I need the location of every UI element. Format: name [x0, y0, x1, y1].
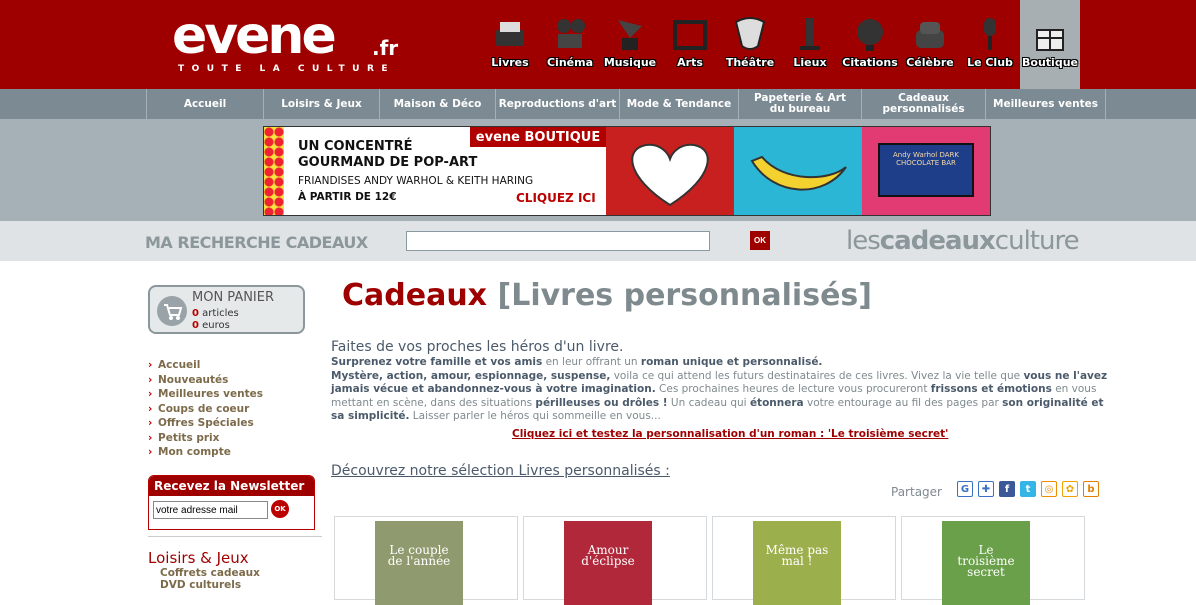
- book-title: Le troisième secret: [957, 543, 1015, 579]
- twitter-icon[interactable]: t: [1020, 481, 1036, 497]
- book-title: Même pas mal !: [765, 543, 829, 568]
- sidebar-item-offres-speciales[interactable]: › Offres Spéciales: [148, 416, 263, 431]
- cart-widget[interactable]: [148, 285, 305, 334]
- nav-cin-ma[interactable]: [540, 0, 600, 89]
- nav-livres[interactable]: [480, 0, 540, 89]
- nav-arts[interactable]: [660, 0, 720, 89]
- pop-art-dots: [264, 127, 284, 216]
- banner-subtitle: FRIANDISES ANDY WARHOL & KEITH HARING: [298, 175, 534, 187]
- netvibes-icon[interactable]: ◎: [1041, 481, 1057, 497]
- side-nav: [148, 358, 263, 460]
- google-icon[interactable]: G: [957, 481, 973, 497]
- book-card[interactable]: [901, 516, 1085, 600]
- intro-text-1: en leur offrant un: [542, 356, 641, 368]
- banner-brand: evene BOUTIQUE: [470, 127, 606, 147]
- intro-bold-2: roman unique et personnalisé.: [640, 356, 823, 368]
- banana-product: [734, 127, 862, 216]
- intro-bold-3: Mystère, action, amour, espionnage, suspense,: [331, 369, 611, 382]
- sidebar-subitem-dvd[interactable]: DVD culturels: [160, 579, 242, 591]
- facebook-icon[interactable]: f: [999, 481, 1015, 497]
- cart-title: MON PANIER: [192, 290, 275, 305]
- intro-text-7: Laisser parler le héros qui sommeille en vous...: [409, 410, 661, 422]
- brand-les: les: [846, 226, 880, 256]
- category-reproductions-art[interactable]: Reproductions d'art: [495, 89, 619, 119]
- gift-search-input[interactable]: [406, 231, 710, 251]
- nav-label: Arts: [677, 56, 703, 69]
- sidebar-item-coups-de-coeur[interactable]: › Coups de coeur: [148, 402, 263, 417]
- evene-logo[interactable]: [172, 6, 399, 74]
- banner-cta[interactable]: CLIQUEZ ICI: [516, 191, 596, 205]
- book-cover[interactable]: [564, 521, 652, 605]
- test-personalisation-link[interactable]: Cliquez ici et testez la personnalisation d'un roman : 'Le troisième secret': [512, 428, 949, 440]
- microphone-icon: [972, 16, 1008, 52]
- nav-label: Boutique: [1022, 56, 1078, 69]
- sidebar-item-nouveautes[interactable]: › Nouveautés: [148, 373, 263, 388]
- intro-bold-7: étonnera: [749, 396, 804, 409]
- nav-label: Musique: [603, 56, 657, 69]
- monument-icon: [792, 16, 828, 52]
- newsletter-ok-button[interactable]: OK: [271, 500, 289, 518]
- category-papeterie[interactable]: Papeterie & Art du bureau: [738, 89, 861, 119]
- book-card[interactable]: [334, 516, 518, 600]
- nav-label: Livres: [491, 56, 529, 69]
- category-cadeaux-personnalises[interactable]: Cadeaux personnalisés: [861, 89, 985, 119]
- shopping-cart-icon: [157, 296, 187, 326]
- film-camera-icon: [552, 16, 588, 52]
- intro-bold-5: frissons et émotions: [930, 383, 1052, 395]
- category-maison-deco[interactable]: Maison & Déco: [379, 89, 495, 119]
- category-accueil[interactable]: Accueil: [146, 89, 263, 119]
- cart-euros-label: euros: [202, 320, 230, 331]
- cart-articles-label: articles: [202, 308, 239, 319]
- intro-bold-6: périlleuses ou drôles !: [535, 396, 668, 409]
- intro-text-3: Ces prochaines heures de lecture vous procureront: [655, 383, 931, 395]
- book-card[interactable]: [712, 516, 896, 600]
- nav-label: Célèbre: [906, 56, 954, 69]
- intro-text-2: voila ce qui attend les futurs destinataires de ces livres. Vivez la vie telle que: [610, 369, 1024, 382]
- newsletter-box: [148, 475, 315, 530]
- typewriter-icon: [492, 16, 528, 52]
- intro-bold-8: son originalité et sa simplicité.: [331, 396, 1104, 422]
- logo-tagline: TOUTE LA CULTURE: [178, 64, 396, 74]
- intro-text-6: votre entourage au fil des pages par: [803, 396, 1003, 409]
- chocolate-bar-label: Andy Warhol DARK CHOCOLATE BAR: [878, 143, 974, 197]
- jester-mask-icon: [732, 16, 768, 52]
- nav-label: Théâtre: [725, 56, 775, 69]
- cart-articles-count: 0: [192, 308, 199, 319]
- category-mode-tendance[interactable]: Mode & Tendance: [619, 89, 738, 119]
- book-title: Le couple de l'année: [387, 543, 451, 568]
- picture-frame-icon: [672, 16, 708, 52]
- promo-banner[interactable]: [263, 126, 991, 216]
- nav-le-club[interactable]: [960, 0, 1020, 89]
- logo-wordmark: evene: [172, 6, 334, 66]
- sidebar-item-mon-compte[interactable]: › Mon compte: [148, 445, 263, 460]
- category-meilleures-ventes[interactable]: Meilleures ventes: [985, 89, 1106, 119]
- page-title: [342, 278, 872, 313]
- book-cover[interactable]: [942, 521, 1030, 605]
- globe-icon: [852, 16, 888, 52]
- armchair-icon: [912, 16, 948, 52]
- chocolate-bar-product: [862, 127, 991, 216]
- newsletter-email-input[interactable]: [153, 501, 268, 519]
- search-ok-button[interactable]: OK: [750, 231, 770, 250]
- intro-text: [331, 356, 1111, 424]
- gift-box-icon: [1032, 16, 1068, 52]
- nav-boutique[interactable]: [1020, 0, 1080, 89]
- nav-label: Cinéma: [546, 56, 594, 69]
- nav-label: Lieux: [793, 56, 827, 69]
- sidebar-item-accueil[interactable]: › Accueil: [148, 358, 263, 373]
- nav-label: Citations: [842, 56, 898, 69]
- brand-cadeaux: cadeaux: [879, 226, 995, 256]
- cart-euros-count: 0: [192, 320, 199, 331]
- yahoo-icon[interactable]: ✿: [1062, 481, 1078, 497]
- sidebar-section-title[interactable]: Loisirs & Jeux: [148, 549, 249, 567]
- intro-text-4: en vous mettant en scène, dans des situations: [331, 383, 1097, 409]
- nav-c-l-bre[interactable]: [900, 0, 960, 89]
- newsletter-title: Recevez la Newsletter: [149, 476, 314, 496]
- main-nav: [480, 0, 1080, 89]
- share-label: Partager: [891, 485, 942, 499]
- nav-th-tre[interactable]: [720, 0, 780, 89]
- logo-tld: .fr: [372, 36, 399, 60]
- sidebar-divider: [148, 536, 322, 537]
- book-cover[interactable]: [753, 521, 841, 605]
- nav-citations[interactable]: [840, 0, 900, 89]
- banner-title: [298, 139, 477, 171]
- banner-title-line2: GOURMAND DE POP-ART: [298, 155, 478, 170]
- share-icons: [957, 481, 1099, 497]
- cart-articles: [192, 308, 239, 319]
- delicious-icon[interactable]: ✚: [978, 481, 994, 497]
- nav-label: Le Club: [967, 56, 1013, 69]
- sidebar-item-petits-prix[interactable]: › Petits prix: [148, 431, 263, 446]
- intro-bold-4: vous ne l'avez jamais vécue et abandonnez-vous à votre imagination.: [331, 369, 1108, 395]
- sidebar-subitem-coffrets[interactable]: Coffrets cadeaux: [160, 567, 260, 579]
- book-title: Amour d'éclipse: [581, 543, 635, 568]
- category-bar: [0, 89, 1196, 119]
- cart-euros: [192, 320, 230, 331]
- category-loisirs-jeux[interactable]: Loisirs & Jeux: [263, 89, 379, 119]
- brand-culture: culture: [994, 226, 1079, 256]
- blogmarks-icon[interactable]: b: [1083, 481, 1099, 497]
- search-title: MA RECHERCHE CADEAUX: [145, 233, 368, 252]
- selection-heading[interactable]: Découvrez notre sélection Livres personnalisés :: [331, 463, 670, 479]
- nav-lieux[interactable]: [780, 0, 840, 89]
- book-cover[interactable]: [375, 521, 463, 605]
- intro-heading: Faites de vos proches les héros d'un livre.: [331, 339, 624, 355]
- nav-musique[interactable]: [600, 0, 660, 89]
- book-list: [334, 516, 1085, 600]
- intro-text-5: Un cadeau qui: [667, 396, 750, 409]
- page-title-main: Cadeaux: [342, 278, 488, 313]
- cadeaux-culture-logo: [846, 226, 1079, 256]
- banner-title-line1: UN CONCENTRÉ: [298, 139, 413, 154]
- book-card[interactable]: [523, 516, 707, 600]
- intro-bold-1: Surprenez votre famille et vos amis: [331, 356, 543, 368]
- page-title-category: [Livres personnalisés]: [497, 278, 872, 313]
- banner-price: À PARTIR DE 12€: [298, 191, 397, 203]
- sidebar-item-meilleures-ventes[interactable]: › Meilleures ventes: [148, 387, 263, 402]
- heart-box-product: [606, 127, 734, 216]
- gramophone-icon: [612, 16, 648, 52]
